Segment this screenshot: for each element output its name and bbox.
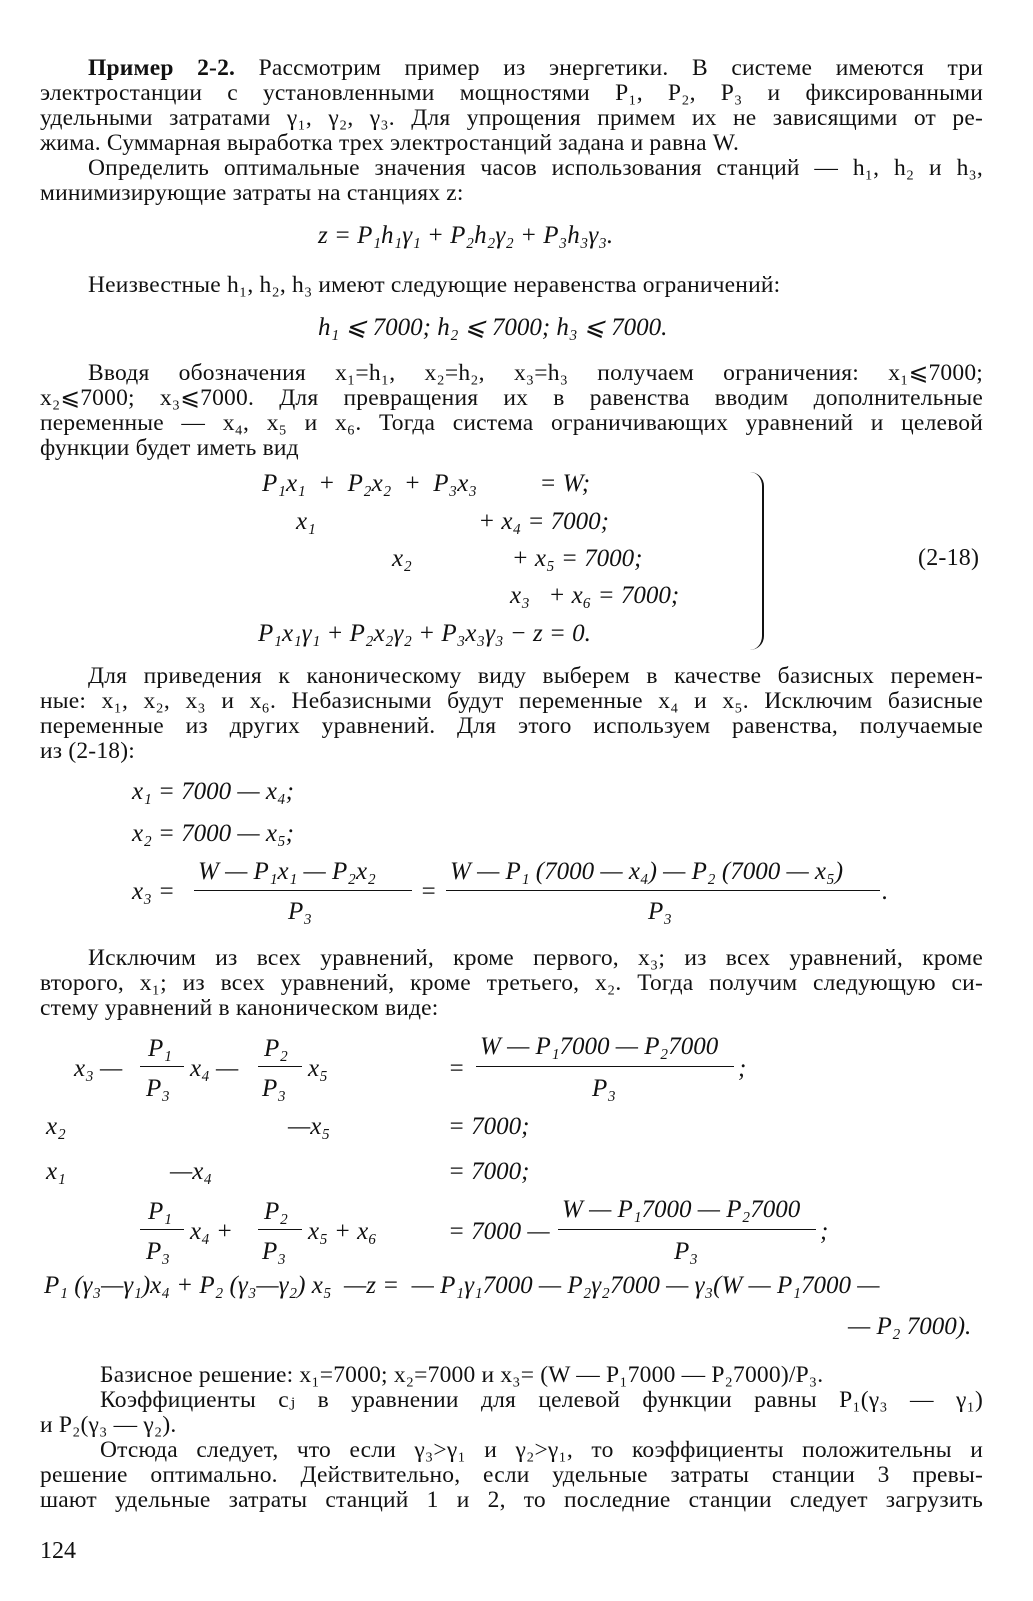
text-line: Для приведения к каноническому виду выберем в качестве базисных перемен- [88,663,983,689]
text-line: минимизирующие затраты на станциях z: [40,180,464,206]
fraction-bar [140,1066,184,1067]
system-row-2: x₁ + x₄ = 7000; [296,508,609,535]
canon-term: = 7000; [448,1158,530,1185]
fraction-bar [558,1229,816,1230]
text-line: шают удельные затраты станций 1 и 2, то последние станции следует загрузить [40,1487,983,1513]
page-number: 124 [40,1538,76,1564]
canon-term: x₃ — [74,1055,123,1082]
fraction-bar [258,1229,302,1230]
fraction-bar [258,1066,302,1067]
text-line: Определить оптимальные значения часов использования станций — h₁, h₂ и h₃, [88,155,983,181]
equation-x3-lhs: x₃ = [132,878,175,905]
text-line: электростанции с установленными мощностями P₁, P₂, P₃ и фиксированными [40,80,983,106]
semicolon: ; [738,1055,747,1082]
fraction-denominator: P₃ [146,1075,170,1102]
text-line: Пример 2-2. Рассмотрим пример из энергетики. В системе имеются три [88,55,983,81]
equals-sign: = [420,878,437,905]
text-line: переменные из других уравнений. Для этого используем равенства, получаемые [40,713,983,739]
system-row-4: x₃ + x₆ = 7000; [510,582,680,609]
text-line: Неизвестные h₁, h₂, h₃ имеют следующие неравенства ограничений: [88,272,781,298]
system-row-1: P₁x₁ + P₂x₂ + P₃x₃ = W; [262,470,591,497]
text-line: решение оптимально. Действительно, если удельные затраты станции 3 превы- [40,1462,983,1488]
fraction-numerator: W — P₁7000 — P₂7000 [480,1033,719,1060]
text-line: ные: x₁, x₂, x₃ и x₆. Небазисными будут переменные x₄ и x₅. Исключим базисные [40,688,983,714]
fraction-denominator: P₃ [262,1238,286,1265]
equation-number: (2-18) [918,545,980,571]
text-line: и P₂(γ₃ — γ₂). [40,1412,177,1438]
canon-term: = 7000 — [448,1218,550,1245]
canon-term: x₁ [46,1158,66,1185]
fraction-denominator: P₃ [648,898,672,925]
canon-term: —x₄ [170,1158,213,1185]
text-line: второго, x₁; из всех уравнений, кроме третьего, x₂. Тогда получим следующую си- [40,970,983,996]
fraction-denominator: P₃ [674,1238,698,1265]
canon-term: x₄ + [190,1218,233,1245]
text-line: Исключим из всех уравнений, кроме первого, x₃; из всех уравнений, кроме [88,945,983,971]
canon-term: x₅ [308,1055,328,1082]
text-line: стему уравнений в каноническом виде: [40,995,439,1021]
fraction-bar [194,890,412,891]
canon-term: —x₅ [288,1113,331,1140]
fraction-bar [476,1066,734,1067]
equation-z: z = P₁h₁γ₁ + P₂h₂γ₂ + P₃h₃γ₃. [318,222,614,249]
text-line: переменные — x₄, x₅ и x₆. Тогда система ограничивающих уравнений и целевой [40,410,983,436]
canon-objective: P₁ (γ₃—γ₁)x₄ + P₂ (γ₃—γ₂) x₅ —z = — P₁γ₁7000 — P₂γ₂7000 — γ₃(W — P₁7000 — [44,1272,880,1299]
text-line: Отсюда следует, что если γ₃>γ₁ и γ₂>γ₁, то коэффициенты положительны и [100,1437,983,1463]
text-line: удельными затратами γ₁, γ₂, γ₃. Для упрощения примем их не зависящими от ре- [40,105,983,131]
text-line: Базисное решение: x₁=7000; x₂=7000 и x₃= (W — P₁7000 — P₂7000)/P₃. [100,1362,824,1388]
equals-sign: = [448,1055,465,1082]
text-line: функции будет иметь вид [40,435,299,461]
fraction-numerator: W — P₁x₁ — P₂x₂ [198,858,376,885]
text-line: из (2-18): [40,738,135,764]
fraction-denominator: P₃ [592,1075,616,1102]
canon-term: x₅ + x₆ [308,1218,377,1245]
fraction-numerator: P₂ [264,1198,288,1225]
fraction-numerator: W — P₁ (7000 — x₄) — P₂ (7000 — x₅) [450,858,844,885]
fraction-numerator: P₁ [148,1035,172,1062]
canon-term: x₄ — [190,1055,239,1082]
equation-x2: x₂ = 7000 — x₅; [132,820,294,847]
fraction-numerator: P₁ [148,1198,172,1225]
text-line: x₂⩽7000; x₃⩽7000. Для превращения их в равенства вводим дополнительные [40,385,983,411]
fraction-denominator: P₃ [288,898,312,925]
fraction-bar [446,890,880,891]
text-line: жима. Суммарная выработка трех электростанций задана и равна W. [40,130,740,156]
system-row-5: P₁x₁γ₁ + P₂x₂γ₂ + P₃x₃γ₃ − z = 0. [258,620,591,647]
fraction-bar [140,1229,184,1230]
equation-x1: x₁ = 7000 — x₄; [132,778,294,805]
period: . [882,878,889,905]
fraction-denominator: P₃ [146,1238,170,1265]
system-row-3: x₂ + x₅ = 7000; [392,545,643,572]
equation-h: h₁ ⩽ 7000; h₂ ⩽ 7000; h₃ ⩽ 7000. [318,314,668,341]
right-brace [740,472,764,650]
fraction-numerator: W — P₁7000 — P₂7000 [562,1196,801,1223]
semicolon: ; [820,1218,829,1245]
canon-term: = 7000; [448,1113,530,1140]
text-line: Вводя обозначения x₁=h₁, x₂=h₂, x₃=h₃ получаем ограничения: x₁⩽7000; [88,360,983,386]
text-line: Коэффициенты cⱼ в уравнении для целевой функции равны P₁(γ₃ — γ₁) [100,1387,983,1413]
canon-term: x₂ [46,1113,66,1140]
canon-objective-cont: — P₂ 7000). [848,1313,972,1340]
fraction-denominator: P₃ [262,1075,286,1102]
fraction-numerator: P₂ [264,1035,288,1062]
